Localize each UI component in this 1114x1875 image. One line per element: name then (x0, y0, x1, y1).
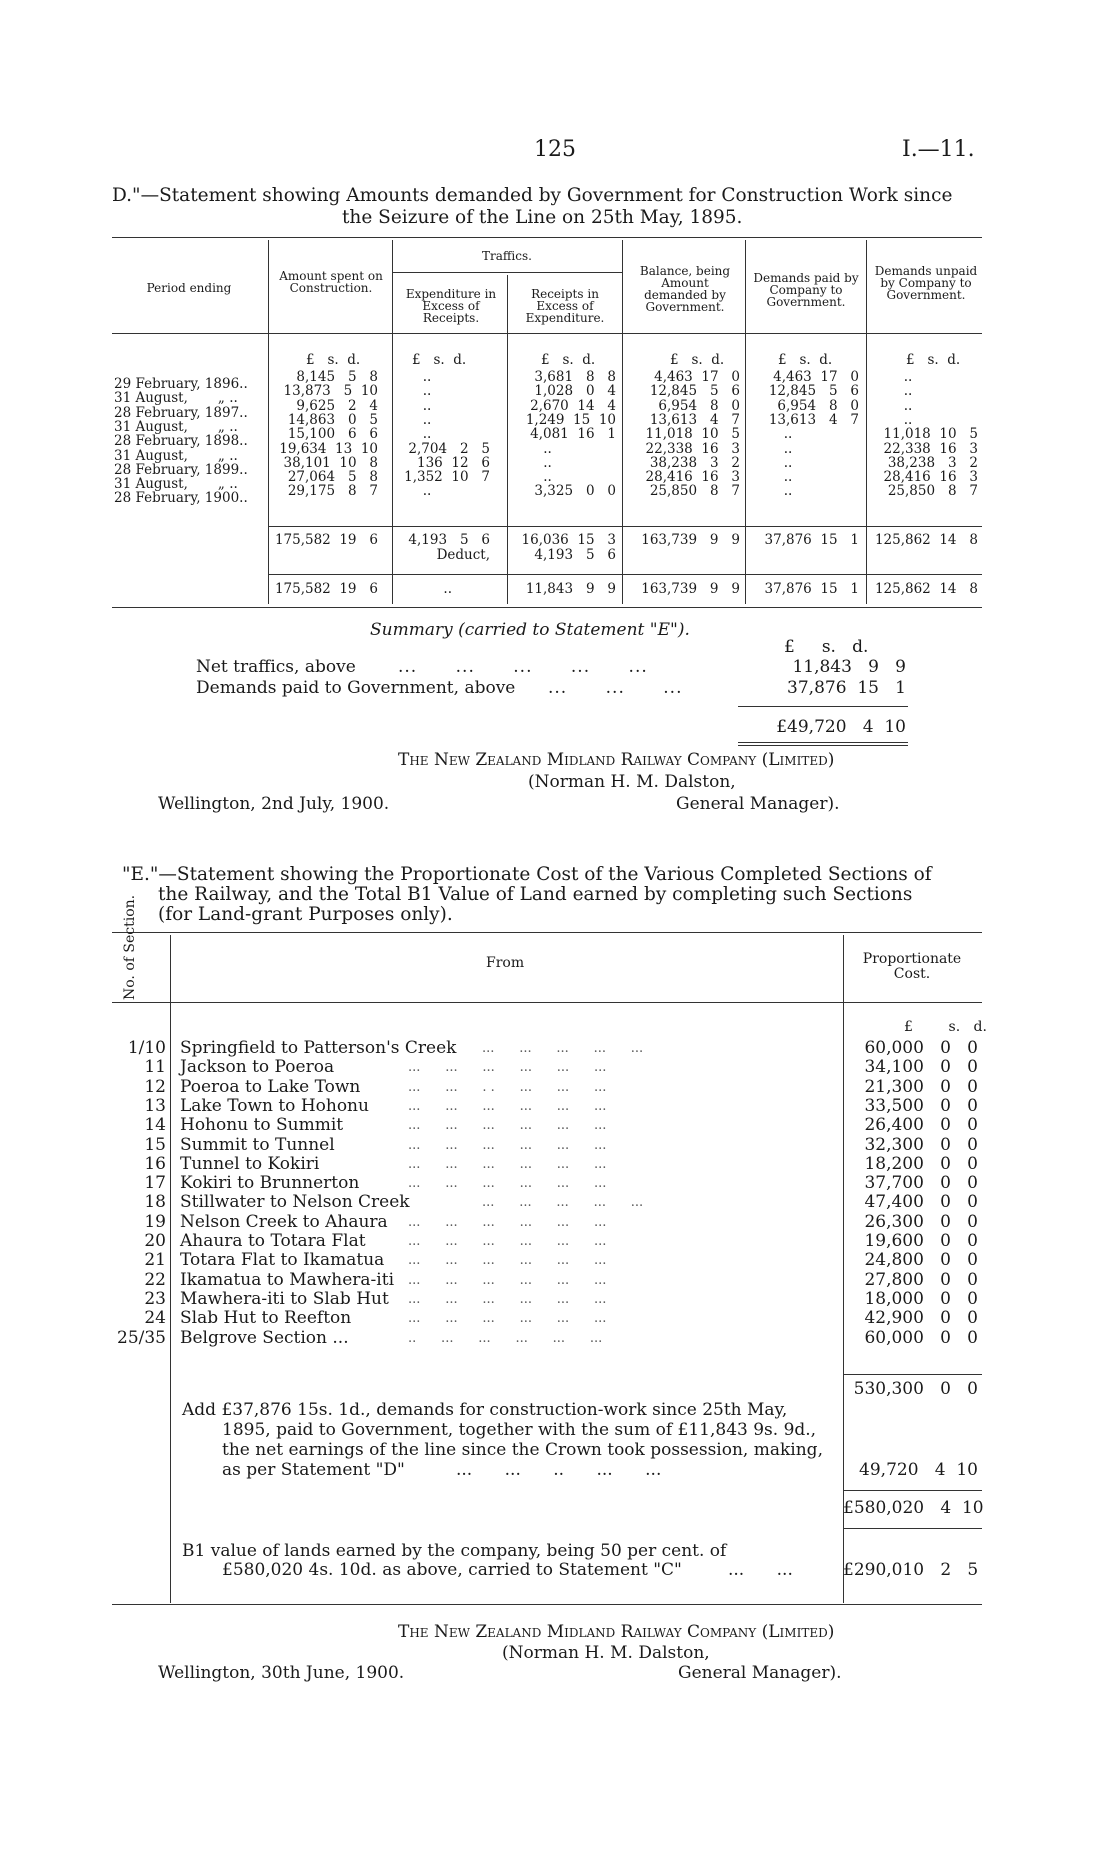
add-text-line3: the net earnings of the line since the Crown took possession, making, (222, 1440, 823, 1460)
amount-cell: 29,175 8 7 (287, 483, 378, 500)
col-divider (745, 240, 746, 604)
balance-cell: 11,018 10 5 (645, 426, 740, 443)
table-bottom-rule (112, 607, 982, 608)
dot-leader: ... ... ... ... ... ... (408, 1118, 607, 1134)
lsd-marker: £ s. d. (306, 352, 361, 368)
dot-leader: ... ... ... ... ... ... (408, 1272, 607, 1288)
section-number: 19 (144, 1211, 166, 1232)
unpaid-cell: .. (903, 369, 913, 385)
section-from: Mawhera-iti to Slab Hut (180, 1288, 389, 1309)
col-header-unpaid: Demands unpaid by Company to Government. (874, 264, 978, 302)
section-cost: 47,400 0 0 (864, 1192, 978, 1213)
lsd-marker: £ s. d. (412, 352, 467, 368)
dot-leader: ... ... ... ... ... ... (408, 1176, 607, 1192)
e-col-divider (170, 935, 171, 1603)
col-divider (507, 275, 508, 604)
section-cost: 24,800 0 0 (864, 1250, 978, 1271)
add-text-line4: as per Statement "D" (222, 1460, 405, 1480)
table-top-rule (112, 237, 982, 238)
paid-cell: .. (783, 426, 793, 443)
unpaid-cell: .. (903, 411, 913, 428)
receipts-cell: 1,028 0 4 (534, 383, 616, 400)
company-name-e: The New Zealand Midland Railway Company (Limited) (398, 1622, 835, 1642)
expenditure-cell: .. (422, 411, 432, 428)
section-cost: 18,000 0 0 (864, 1288, 978, 1309)
section-cost: 18,200 0 0 (864, 1153, 978, 1174)
period-cell: 31 August, „ .. (114, 390, 238, 407)
section-from: Tunnel to Kokiri (180, 1153, 320, 1174)
totals-rule (268, 526, 982, 527)
receipts-cell: 4,081 16 1 (530, 426, 616, 443)
expenditure-cell: .. (422, 383, 432, 400)
statement-e-title-line1: "E."—Statement showing the Proportionate Cost of the Various Completed Sections of (122, 864, 932, 885)
period-cell: 31 August, „ .. (114, 476, 238, 493)
section-from: Poeroa to Lake Town (180, 1076, 361, 1097)
signatory-role: General Manager). (676, 794, 840, 814)
traffics-subheader-rule (392, 272, 622, 273)
col-header-receipts: Receipts in Excess of Expenditure. (525, 287, 605, 325)
section-from: Slab Hut to Reefton (180, 1308, 352, 1329)
lsd-marker: £ s. d. (778, 352, 833, 368)
e-total: £580,020 4 10 (843, 1498, 984, 1518)
amount-cell: 9,625 2 4 (296, 397, 378, 414)
total-amount: 175,582 19 6 (274, 532, 378, 548)
dot-leader: ... ... ... ... ... ... (408, 1156, 607, 1172)
section-number: 17 (144, 1173, 166, 1194)
amount-cell: 19,634 13 10 (279, 440, 378, 457)
section-cost: 60,000 0 0 (864, 1327, 978, 1348)
summary-double-rule (738, 745, 908, 746)
summary-value-net-traffics: 11,843 9 9 (792, 657, 906, 677)
expenditure-cell: 2,704 2 5 (408, 440, 490, 457)
paid-cell: 6,954 8 0 (777, 397, 859, 414)
e-add-rule (843, 1490, 982, 1491)
total-paid: 37,876 15 1 (764, 532, 859, 548)
total2-balance: 163,739 9 9 (641, 581, 740, 597)
balance-cell: 13,613 4 7 (649, 411, 740, 428)
paid-cell: 12,845 5 6 (768, 383, 859, 400)
summary-double-rule (738, 742, 908, 743)
lsd-marker: £ s. d. (670, 352, 725, 368)
receipts-cell: 3,325 0 0 (534, 483, 616, 500)
col-header-expenditure: Expenditure in Excess of Receipts. (405, 287, 497, 325)
paid-cell: .. (783, 440, 793, 457)
b1-text-line1: B1 value of lands earned by the company, being 50 per cent. of (182, 1541, 727, 1561)
e-header-bottom-rule (112, 1002, 982, 1003)
dot-leader: ... ... ... ... ... ... (408, 1234, 607, 1249)
receipts-cell: .. (543, 454, 552, 471)
section-number: 21 (144, 1250, 166, 1271)
section-from: Nelson Creek to Ahaura (180, 1211, 388, 1232)
section-from: Stillwater to Nelson Creek (180, 1192, 410, 1213)
summary-leader: ... ... ... ... ... (398, 657, 648, 677)
e-table-top-rule (112, 932, 982, 933)
summary-label-net-traffics: Net traffics, above (196, 657, 356, 677)
section-from: Hohonu to Summit (180, 1115, 344, 1136)
paid-cell: .. (783, 454, 793, 471)
unpaid-cell: .. (903, 397, 913, 414)
section-from: Ikamatua to Mawhera-iti (180, 1269, 395, 1290)
section-cost: 42,900 0 0 (864, 1308, 978, 1329)
total2-unpaid: 125,862 14 8 (874, 581, 978, 597)
section-number: 20 (144, 1231, 166, 1251)
unpaid-cell: 38,238 3 2 (887, 454, 978, 471)
receipts-cell: 3,681 8 8 (534, 369, 616, 385)
section-number: 13 (144, 1095, 166, 1116)
col-header-from: From (486, 955, 525, 971)
col-header-traffics: Traffics. (482, 249, 532, 263)
dot-leader: ... ... ... ... ... ... (408, 1311, 607, 1327)
section-cost: 34,100 0 0 (864, 1057, 978, 1078)
add-text-line1: Add £37,876 15s. 1d., demands for construction-work since 25th May, (182, 1400, 788, 1420)
statement-d-title-line1: D."—Statement showing Amounts demanded by Government for Construction Work since (112, 185, 953, 206)
add-text-line2: 1895, paid to Government, together with the sum of £11,843 9s. 9d., (222, 1420, 817, 1440)
section-cost: 26,300 0 0 (864, 1211, 978, 1232)
header-bottom-rule (112, 333, 982, 334)
add-leader: ... ... .. ... ... (456, 1460, 662, 1480)
balance-cell: 4,463 17 0 (654, 369, 740, 385)
receipts-cell: 2,670 14 4 (530, 397, 616, 414)
section-number: 11 (144, 1057, 166, 1078)
lsd-marker: £ s. d. (541, 352, 596, 368)
expenditure-cell: 1,352 10 7 (404, 469, 490, 486)
e-table-bottom-rule (112, 1604, 982, 1605)
section-number: 1/10 (127, 1038, 166, 1058)
receipts-cell: 1,249 15 10 (525, 411, 616, 428)
section-number: 18 (144, 1192, 166, 1213)
summary-rule (738, 706, 908, 707)
section-from: Jackson to Poeroa (180, 1057, 335, 1078)
dot-leader: ... ... ... ... ... ... (408, 1098, 607, 1114)
period-cell: 28 February, 1900.. (114, 490, 248, 507)
balance-cell: 6,954 8 0 (658, 397, 740, 414)
e-subtotal-rule (843, 1374, 982, 1375)
period-cell: 31 August, „ .. (114, 447, 238, 464)
section-number: 15 (144, 1134, 166, 1155)
col-header-amount: Amount spent on Construction. (279, 269, 383, 295)
e-lsd-marker: £ s. d. (904, 1019, 987, 1035)
signatory-e: (Norman H. M. Dalston, (502, 1643, 710, 1663)
section-number: 24 (144, 1308, 166, 1329)
col-divider (622, 240, 623, 604)
total2-receipts: 11,843 9 9 (525, 581, 616, 597)
summary-leader: ... ... ... (548, 678, 683, 698)
place-date: Wellington, 2nd July, 1900. (158, 794, 390, 814)
col-divider (268, 240, 269, 604)
section-number: 23 (144, 1288, 166, 1309)
dot-leader: .. ... ... ... ... ... (408, 1330, 603, 1346)
balance-cell: 22,338 16 3 (645, 440, 740, 457)
col-header-period: Period ending (146, 281, 232, 295)
b1-text-line2: £580,020 4s. 10d. as above, carried to Statement "C" (222, 1560, 682, 1580)
paid-cell: 4,463 17 0 (773, 369, 859, 385)
section-number: 22 (144, 1269, 166, 1290)
section-number: 14 (144, 1115, 166, 1136)
section-cost: 37,700 0 0 (864, 1173, 978, 1194)
company-name: The New Zealand Midland Railway Company (Limited) (398, 750, 835, 770)
dot-leader: ... ... ... ... ... (482, 1041, 644, 1056)
total2-expenditure: .. (443, 581, 452, 597)
total-balance: 163,739 9 9 (641, 532, 740, 548)
section-number: 16 (144, 1153, 166, 1174)
col-header-cost: Proportionate Cost. (862, 951, 962, 982)
e-total-rule (843, 1528, 982, 1529)
period-cell: 31 August, „ .. (114, 418, 238, 435)
section-cost: 27,800 0 0 (864, 1269, 978, 1290)
dot-leader: ... ... ... ... ... ... (408, 1253, 607, 1269)
section-cost: 33,500 0 0 (864, 1095, 978, 1116)
balance-cell: 38,238 3 2 (649, 454, 740, 471)
expenditure-cell: 136 12 6 (417, 454, 490, 471)
total-expenditure: 4,193 5 6 (408, 532, 490, 548)
dot-leader: ... ... ... ... ... ... (408, 1137, 607, 1153)
expenditure-cell: .. (422, 483, 432, 500)
document-reference: I.—11. (902, 137, 975, 162)
unpaid-cell: 11,018 10 5 (883, 426, 978, 443)
section-cost: 32,300 0 0 (864, 1134, 978, 1155)
expenditure-cell: .. (422, 426, 432, 443)
expenditure-cell: .. (422, 369, 432, 385)
total2-amount: 175,582 19 6 (274, 581, 378, 597)
summary-heading: Summary (carried to Statement "E"). (370, 620, 690, 640)
section-from: Kokiri to Brunnerton (180, 1173, 360, 1194)
signatory: (Norman H. M. Dalston, (528, 772, 736, 792)
place-date-e: Wellington, 30th June, 1900. (158, 1663, 405, 1683)
paid-cell: 13,613 4 7 (768, 411, 859, 428)
period-cell: 28 February, 1899.. (114, 461, 248, 478)
summary-value-demands-paid: 37,876 15 1 (787, 678, 906, 698)
dot-leader: ... ... ... ... ... ... (408, 1291, 607, 1307)
signatory-role-e: General Manager). (678, 1663, 842, 1683)
section-cost: 26,400 0 0 (864, 1115, 978, 1136)
total2-paid: 37,876 15 1 (764, 581, 859, 597)
summary-label-demands-paid: Demands paid to Government, above (196, 678, 516, 698)
expenditure-cell: .. (422, 397, 432, 414)
section-cost: 60,000 0 0 (864, 1038, 978, 1058)
statement-e-title-line2: the Railway, and the Total B1 Value of Land earned by completing such Sections (158, 884, 913, 905)
total-receipts: 16,036 15 3 (521, 532, 616, 548)
dot-leader: ... ... ... ... ... ... (408, 1060, 607, 1076)
amount-cell: 8,145 5 8 (296, 369, 378, 385)
balance-cell: 12,845 5 6 (649, 383, 740, 400)
unpaid-cell: .. (903, 383, 913, 400)
amount-cell: 38,101 10 8 (283, 454, 378, 471)
section-from: Summit to Tunnel (180, 1134, 335, 1155)
summary-lsd: £ s. d. (784, 637, 869, 657)
section-cost: 21,300 0 0 (864, 1076, 978, 1097)
unpaid-cell: 25,850 8 7 (887, 483, 978, 500)
receipts-cell: .. (543, 469, 552, 486)
dot-leader: ... ... ... ... ... ... (408, 1214, 607, 1230)
section-from: Ahaura to Totara Flat (180, 1231, 366, 1251)
add-value: 49,720 4 10 (859, 1460, 978, 1480)
page-number: 125 (534, 137, 576, 162)
statement-d-title-line2: the Seizure of the Line on 25th May, 1895. (342, 207, 743, 228)
period-cell: 28 February, 1898.. (114, 433, 248, 450)
e-subtotal: 530,300 0 0 (853, 1379, 978, 1399)
amount-cell: 15,100 6 6 (287, 426, 378, 443)
period-cell: 28 February, 1897.. (114, 404, 248, 421)
b1-value: £290,010 2 5 (843, 1560, 979, 1580)
section-from: Lake Town to Hohonu (180, 1095, 369, 1116)
section-from: Springfield to Patterson's Creek (180, 1038, 457, 1058)
statement-e-title-line3: (for Land-grant Purposes only). (158, 904, 453, 925)
dot-leader: ... ... ... ... ... (482, 1195, 644, 1211)
dot-leader: ... ... . . ... ... ... (408, 1079, 607, 1095)
section-number: 12 (144, 1076, 166, 1097)
amount-cell: 27,064 5 8 (287, 469, 378, 486)
section-from: Belgrove Section ... (180, 1327, 349, 1348)
paid-cell: .. (783, 469, 793, 486)
lsd-marker: £ s. d. (906, 352, 961, 368)
unpaid-cell: 28,416 16 3 (883, 469, 978, 486)
col-header-balance: Balance, being Amount demanded by Government. (639, 264, 731, 314)
receipts-deduct: 4,193 5 6 (534, 547, 616, 563)
balance-cell: 28,416 16 3 (645, 469, 740, 486)
col-header-section: No. of Section. (122, 894, 138, 1000)
balance-cell: 25,850 8 7 (649, 483, 740, 500)
amount-cell: 13,873 5 10 (283, 383, 378, 400)
section-number: 25/35 (117, 1327, 166, 1348)
period-cell: 29 February, 1896.. (114, 376, 248, 392)
col-divider (866, 240, 867, 604)
unpaid-cell: 22,338 16 3 (883, 440, 978, 457)
summary-total: £49,720 4 10 (776, 717, 906, 737)
receipts-cell: .. (543, 440, 552, 457)
section-from: Totara Flat to Ikamatua (180, 1250, 385, 1271)
col-divider (392, 240, 393, 604)
total-unpaid: 125,862 14 8 (874, 532, 978, 548)
deduct-label: Deduct, (436, 547, 490, 563)
totals2-rule (268, 574, 982, 575)
b1-leader: ... ... (728, 1560, 793, 1580)
amount-cell: 14,863 0 5 (287, 411, 378, 428)
paid-cell: .. (783, 483, 793, 500)
section-cost: 19,600 0 0 (864, 1231, 978, 1251)
col-header-paid: Demands paid by Company to Government. (753, 271, 859, 309)
